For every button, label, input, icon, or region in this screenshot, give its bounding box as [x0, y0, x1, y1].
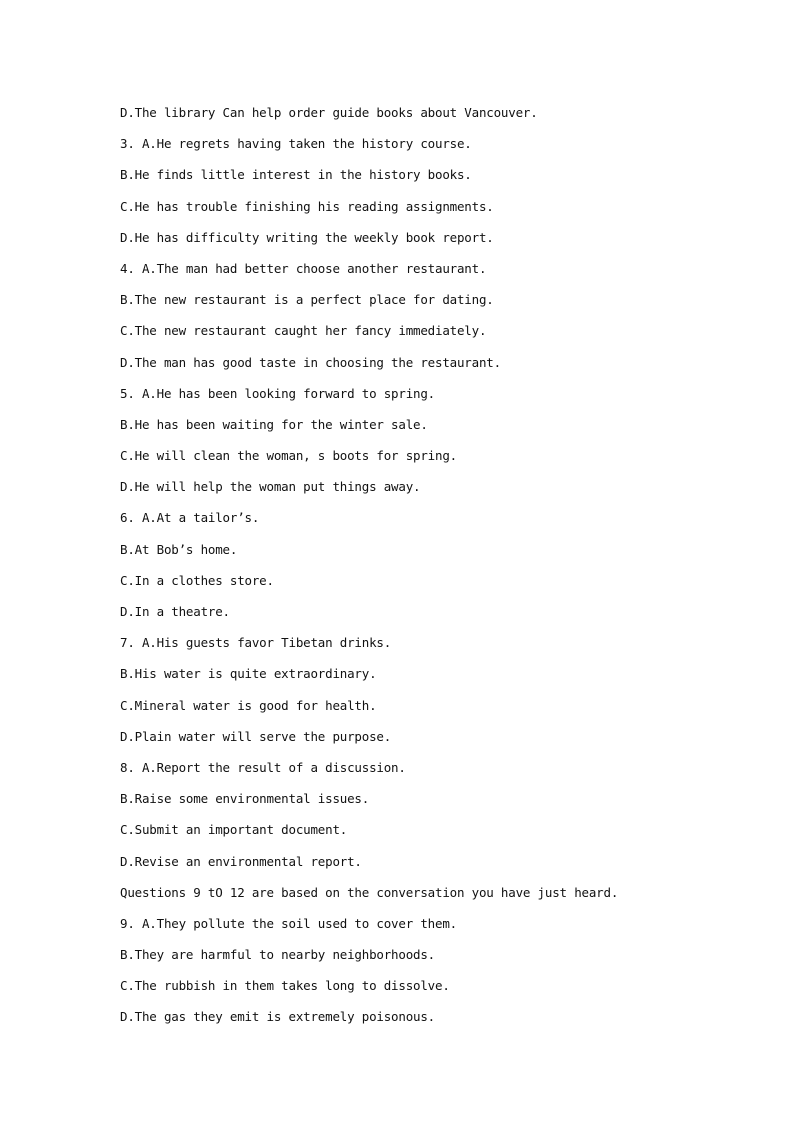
text-line: D.Revise an environmental report.	[120, 853, 362, 869]
text-line: D.Plain water will serve the purpose.	[120, 728, 392, 744]
document-body	[120, 103, 760, 1039]
text-line: B.At Bob’s home.	[120, 541, 238, 557]
text-line: C.He will clean the woman, s boots for spring.	[120, 448, 457, 464]
text-line: D.The gas they emit is extremely poisonous.	[120, 1009, 436, 1025]
text-line: 3. A.He regrets having taken the history course.	[120, 136, 472, 152]
text-line: C.The new restaurant caught her fancy immediately.	[120, 323, 487, 339]
text-line: B.He finds little interest in the history books.	[120, 167, 472, 183]
text-line: D.The library Can help order guide books about Vancouver.	[120, 105, 538, 120]
text-line: C.Submit an important document.	[120, 822, 348, 838]
text-line: D.He will help the woman put things away.	[120, 479, 421, 495]
text-line: C.Mineral water is good for health.	[120, 697, 377, 713]
text-line: C.The rubbish in them takes long to dissolve.	[120, 978, 450, 994]
text-line: 4. A.The man had better choose another restaurant.	[120, 260, 487, 276]
text-line: B.Raise some environmental issues.	[120, 791, 370, 807]
text-line: Questions 9 tO 12 are based on the conversation you have just heard.	[120, 884, 619, 900]
text-line: 5. A.He has been looking forward to spring.	[120, 385, 436, 401]
text-line: D.In a theatre.	[120, 604, 230, 619]
text-line: C.He has trouble finishing his reading assignments.	[120, 198, 494, 214]
text-line: B.He has been waiting for the winter sale.	[120, 416, 428, 432]
text-line: 6. A.At a tailor’s.	[120, 510, 260, 526]
text-line: B.They are harmful to nearby neighborhoods.	[120, 947, 436, 963]
text-line: B.The new restaurant is a perfect place for dating.	[120, 292, 494, 308]
text-line: 7. A.His guests favor Tibetan drinks.	[120, 635, 392, 651]
text-line: B.His water is quite extraordinary.	[120, 666, 377, 682]
text-line: D.The man has good taste in choosing the restaurant.	[120, 354, 501, 370]
text-line: 9. A.They pollute the soil used to cover them.	[120, 915, 457, 931]
text-line: 8. A.Report the result of a discussion.	[120, 759, 406, 775]
text-line: D.He has difficulty writing the weekly book report.	[120, 229, 494, 245]
text-line: C.In a clothes store.	[120, 572, 274, 588]
